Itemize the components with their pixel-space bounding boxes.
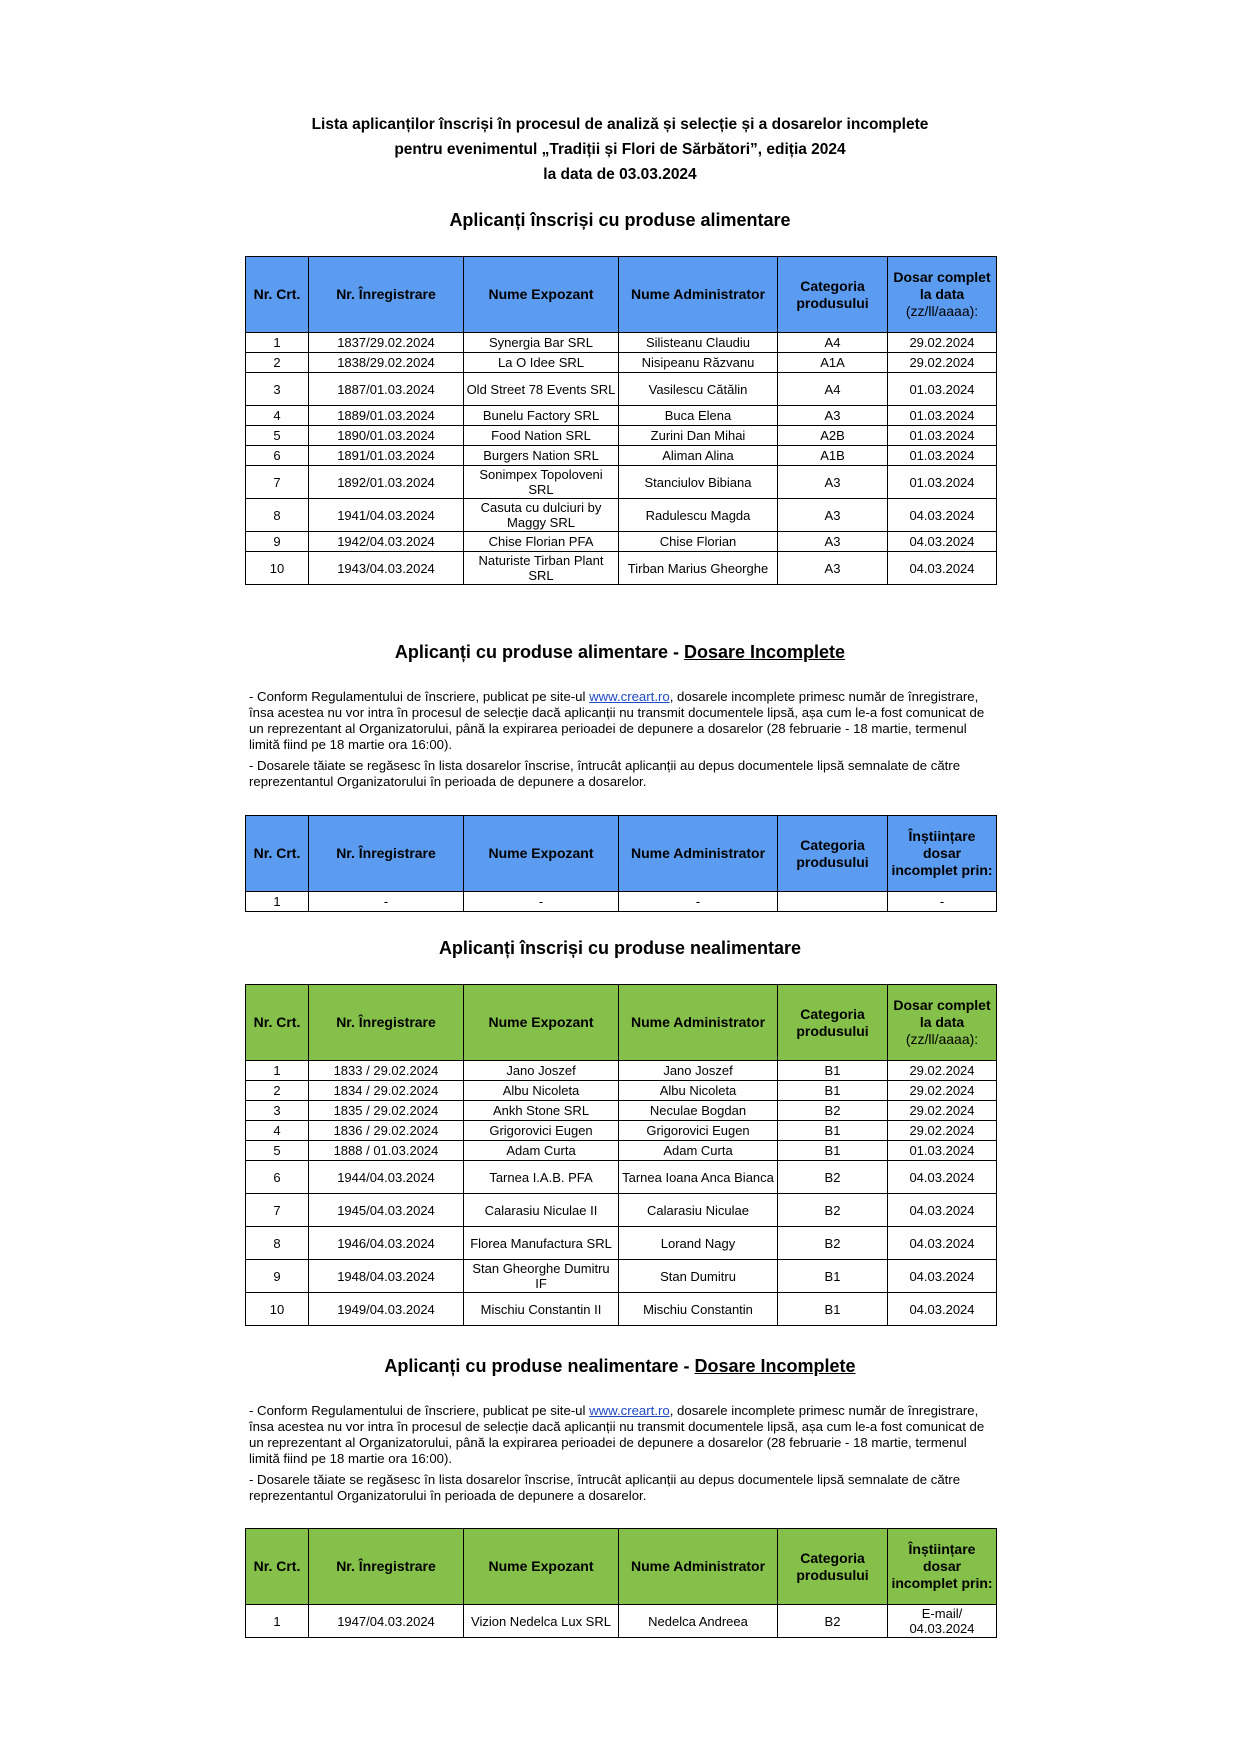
cell-categoria: B2 — [778, 1101, 888, 1121]
table-header-row — [246, 1529, 997, 1605]
table-row — [246, 1605, 997, 1638]
cell-nr-crt: 8 — [246, 499, 309, 532]
cell-nr-crt: 2 — [246, 353, 309, 373]
col-categoria: Categoria produsului — [778, 816, 888, 892]
cell-nr-inregistrare: 1834 / 29.02.2024 — [309, 1081, 464, 1101]
cell-nume-expozant: Synergia Bar SRL — [464, 333, 619, 353]
table-row — [246, 499, 997, 532]
col-nume-expozant: Nume Expozant — [464, 1529, 619, 1605]
table-header-row — [246, 257, 997, 333]
cell-dosar-complet: 04.03.2024 — [888, 499, 997, 532]
cell-nume-expozant: Grigorovici Eugen — [464, 1121, 619, 1141]
cell-dosar-complet: 04.03.2024 — [888, 1260, 997, 1293]
creart-link[interactable]: www.creart.ro — [589, 1403, 670, 1418]
cell-instiintare: E-mail/ 04.03.2024 — [888, 1605, 997, 1638]
cell-nr-inregistrare: 1946/04.03.2024 — [309, 1227, 464, 1260]
cell-nr-crt: 4 — [246, 406, 309, 426]
heading-underlined: Dosare Incomplete — [694, 1356, 856, 1376]
table-header-row — [246, 816, 997, 892]
col-nume-administrator: Nume Administrator — [619, 1529, 778, 1605]
cell-categoria: B2 — [778, 1227, 888, 1260]
cell-nr-crt: 1 — [246, 892, 309, 912]
col-nr-inregistrare: Nr. Înregistrare — [309, 1529, 464, 1605]
col-nume-expozant: Nume Expozant — [464, 257, 619, 333]
cell-nr-crt: 7 — [246, 466, 309, 499]
cell-nr-crt: 6 — [246, 446, 309, 466]
document-title — [0, 112, 1240, 187]
table-row — [246, 1081, 997, 1101]
cell-nr-inregistrare: 1838/29.02.2024 — [309, 353, 464, 373]
col-nr-crt: Nr. Crt. — [246, 1529, 309, 1605]
cell-nr-inregistrare: 1887/01.03.2024 — [309, 373, 464, 406]
cell-nume-expozant: Food Nation SRL — [464, 426, 619, 446]
cell-nr-inregistrare: 1835 / 29.02.2024 — [309, 1101, 464, 1121]
col-categoria: Categoria produsului — [778, 1529, 888, 1605]
table-body — [246, 892, 997, 912]
cell-categoria: A3 — [778, 466, 888, 499]
cell-dosar-complet: 04.03.2024 — [888, 1161, 997, 1194]
cell-nume-administrator: Buca Elena — [619, 406, 778, 426]
table-row — [246, 373, 997, 406]
cell-nr-inregistrare: 1943/04.03.2024 — [309, 552, 464, 585]
cell-dosar-complet: 01.03.2024 — [888, 1141, 997, 1161]
heading-prefix: Aplicanți cu produse alimentare - — [394, 642, 684, 662]
col-dosar-complet-label: Dosar complet la data — [893, 997, 991, 1030]
note-1 — [249, 1403, 991, 1467]
col-nr-crt: Nr. Crt. — [246, 257, 309, 333]
cell-categoria — [778, 892, 888, 912]
cell-nume-expozant: Bunelu Factory SRL — [464, 406, 619, 426]
table-row — [246, 1121, 997, 1141]
cell-nr-crt: 1 — [246, 333, 309, 353]
cell-nr-crt: 3 — [246, 373, 309, 406]
table-row — [246, 1227, 997, 1260]
col-nume-administrator: Nume Administrator — [619, 985, 778, 1061]
cell-nume-administrator: Grigorovici Eugen — [619, 1121, 778, 1141]
cell-dosar-complet: 04.03.2024 — [888, 1227, 997, 1260]
cell-categoria: A3 — [778, 406, 888, 426]
table-row — [246, 426, 997, 446]
note-1-text-a: - Conform Regulamentului de înscriere, publicat pe site-ul — [249, 1403, 590, 1418]
note-2: - Dosarele tăiate se regăsesc în lista dosarelor înscrise, întrucât aplicanții au depus documentele lipsă semnalate de către reprezentantul Organizatorului în perioada de depunere a dosarelor. — [249, 1472, 961, 1503]
cell-nume-expozant: Vizion Nedelca Lux SRL — [464, 1605, 619, 1638]
table-row — [246, 466, 997, 499]
cell-nr-inregistrare: 1833 / 29.02.2024 — [309, 1061, 464, 1081]
cell-nr-crt: 10 — [246, 1293, 309, 1326]
table-row — [246, 1161, 997, 1194]
cell-nume-administrator: Mischiu Constantin — [619, 1293, 778, 1326]
col-nume-expozant: Nume Expozant — [464, 816, 619, 892]
col-categoria: Categoria produsului — [778, 257, 888, 333]
table-row — [246, 1061, 997, 1081]
cell-nr-inregistrare: 1942/04.03.2024 — [309, 532, 464, 552]
cell-nume-expozant: Florea Manufactura SRL — [464, 1227, 619, 1260]
cell-nr-crt: 5 — [246, 1141, 309, 1161]
cell-categoria: B1 — [778, 1141, 888, 1161]
cell-categoria: A3 — [778, 499, 888, 532]
cell-nr-inregistrare: 1944/04.03.2024 — [309, 1161, 464, 1194]
cell-nr-crt: 6 — [246, 1161, 309, 1194]
table-row — [246, 1293, 997, 1326]
cell-categoria: B2 — [778, 1194, 888, 1227]
cell-nume-expozant: Sonimpex Topoloveni SRL — [464, 466, 619, 499]
cell-categoria: B1 — [778, 1081, 888, 1101]
cell-nume-administrator: Jano Joszef — [619, 1061, 778, 1081]
table-row — [246, 532, 997, 552]
cell-nume-expozant: Casuta cu dulciuri by Maggy SRL — [464, 499, 619, 532]
cell-nume-administrator: Nedelca Andreea — [619, 1605, 778, 1638]
cell-dosar-complet: 29.02.2024 — [888, 353, 997, 373]
cell-nr-inregistrare: 1890/01.03.2024 — [309, 426, 464, 446]
cell-nume-administrator: - — [619, 892, 778, 912]
cell-nr-crt: 1 — [246, 1061, 309, 1081]
cell-dosar-complet: 01.03.2024 — [888, 466, 997, 499]
cell-nr-crt: 9 — [246, 532, 309, 552]
table-nealimentare-incomplete — [245, 1528, 997, 1638]
note-1 — [249, 689, 991, 753]
table-row — [246, 406, 997, 426]
cell-categoria: B1 — [778, 1260, 888, 1293]
table-row — [246, 446, 997, 466]
cell-nr-crt: 3 — [246, 1101, 309, 1121]
cell-nume-administrator: Tirban Marius Gheorghe — [619, 552, 778, 585]
note-2: - Dosarele tăiate se regăsesc în lista dosarelor înscrise, întrucât aplicanții au depus documentele lipsă semnalate de către reprezentantul Organizatorului în perioada de depunere a dosarelor. — [249, 758, 961, 789]
cell-nr-crt: 1 — [246, 1605, 309, 1638]
cell-nume-expozant: Tarnea I.A.B. PFA — [464, 1161, 619, 1194]
cell-nr-inregistrare: 1836 / 29.02.2024 — [309, 1121, 464, 1141]
cell-nume-administrator: Albu Nicoleta — [619, 1081, 778, 1101]
cell-nume-expozant: La O Idee SRL — [464, 353, 619, 373]
col-dosar-complet — [888, 985, 997, 1061]
table-row — [246, 353, 997, 373]
table-row — [246, 1260, 997, 1293]
cell-dosar-complet: 29.02.2024 — [888, 1101, 997, 1121]
cell-dosar-complet: 29.02.2024 — [888, 1081, 997, 1101]
cell-nume-expozant: Stan Gheorghe Dumitru IF — [464, 1260, 619, 1293]
cell-categoria: B1 — [778, 1121, 888, 1141]
note-1-text-a: - Conform Regulamentului de înscriere, publicat pe site-ul — [249, 689, 590, 704]
cell-nume-expozant: Chise Florian PFA — [464, 532, 619, 552]
creart-link[interactable]: www.creart.ro — [589, 689, 670, 704]
heading-alimentare-incomplete — [0, 642, 1240, 663]
cell-categoria: A2B — [778, 426, 888, 446]
cell-nr-crt: 8 — [246, 1227, 309, 1260]
cell-nr-crt: 2 — [246, 1081, 309, 1101]
table-row — [246, 1141, 997, 1161]
cell-nume-expozant: Ankh Stone SRL — [464, 1101, 619, 1121]
cell-nume-administrator: Chise Florian — [619, 532, 778, 552]
cell-nume-expozant: Old Street 78 Events SRL — [464, 373, 619, 406]
table-row — [246, 892, 997, 912]
cell-nr-inregistrare: 1948/04.03.2024 — [309, 1260, 464, 1293]
table-row — [246, 333, 997, 353]
cell-categoria: B2 — [778, 1605, 888, 1638]
cell-categoria: A1A — [778, 353, 888, 373]
cell-dosar-complet: 01.03.2024 — [888, 446, 997, 466]
table-alimentare — [245, 256, 997, 585]
cell-nume-administrator: Silisteanu Claudiu — [619, 333, 778, 353]
cell-nume-administrator: Radulescu Magda — [619, 499, 778, 532]
cell-nr-crt: 7 — [246, 1194, 309, 1227]
cell-nume-administrator: Zurini Dan Mihai — [619, 426, 778, 446]
note-1-text-b: , dosarele incomplete primesc număr de înregistrare, însa acestea nu vor intra în procesul de selecție dacă aplicanții nu transmit documentele lipsă, așa cum le-a fost comunicat de un reprezentant al Organizatorului, până la expirarea perioadei de depunere a dosarelor (28 februarie - 18 martie, termenul limită fiind pe 18 martie ora 16:00). — [249, 689, 985, 752]
cell-nr-inregistrare: 1837/29.02.2024 — [309, 333, 464, 353]
cell-nume-administrator: Vasilescu Cătălin — [619, 373, 778, 406]
cell-dosar-complet: 01.03.2024 — [888, 426, 997, 446]
title-line-3: la data de 03.03.2024 — [543, 166, 697, 183]
title-line-2: pentru evenimentul „Tradiții și Flori de Sărbători”, ediția 2024 — [394, 141, 846, 158]
cell-nume-administrator: Stanciulov Bibiana — [619, 466, 778, 499]
cell-dosar-complet: 01.03.2024 — [888, 373, 997, 406]
cell-nr-inregistrare: 1947/04.03.2024 — [309, 1605, 464, 1638]
title-line-1: Lista aplicanților înscriși în procesul de analiză și selecție și a dosarelor incomplete — [311, 116, 929, 133]
col-dosar-format: (zz/ll/aaaa): — [905, 303, 979, 319]
cell-nume-expozant: Jano Joszef — [464, 1061, 619, 1081]
cell-dosar-complet: 04.03.2024 — [888, 1293, 997, 1326]
cell-nume-expozant: Naturiste Tirban Plant SRL — [464, 552, 619, 585]
cell-categoria: A4 — [778, 373, 888, 406]
col-instiintare: Înștiințare dosar incomplet prin: — [888, 816, 997, 892]
col-instiintare: Înștiințare dosar incomplet prin: — [888, 1529, 997, 1605]
table-body — [246, 1061, 997, 1326]
heading-underlined: Dosare Incomplete — [684, 642, 846, 662]
cell-instiintare: - — [888, 892, 997, 912]
notes-nealimentare — [249, 1403, 991, 1509]
cell-categoria: B2 — [778, 1161, 888, 1194]
cell-categoria: B1 — [778, 1061, 888, 1081]
col-nr-crt: Nr. Crt. — [246, 985, 309, 1061]
cell-nume-expozant: - — [464, 892, 619, 912]
table-row — [246, 552, 997, 585]
cell-nr-crt: 5 — [246, 426, 309, 446]
cell-dosar-complet: 01.03.2024 — [888, 406, 997, 426]
cell-nr-inregistrare: 1945/04.03.2024 — [309, 1194, 464, 1227]
col-nr-inregistrare: Nr. Înregistrare — [309, 257, 464, 333]
cell-nr-inregistrare: 1949/04.03.2024 — [309, 1293, 464, 1326]
cell-nume-expozant: Calarasiu Niculae II — [464, 1194, 619, 1227]
cell-categoria: A1B — [778, 446, 888, 466]
col-nr-inregistrare: Nr. Înregistrare — [309, 816, 464, 892]
cell-nume-administrator: Tarnea Ioana Anca Bianca — [619, 1161, 778, 1194]
col-nume-expozant: Nume Expozant — [464, 985, 619, 1061]
col-dosar-complet-label: Dosar complet la data — [893, 269, 991, 302]
col-categoria: Categoria produsului — [778, 985, 888, 1061]
cell-nume-expozant: Adam Curta — [464, 1141, 619, 1161]
cell-nume-administrator: Lorand Nagy — [619, 1227, 778, 1260]
cell-nr-crt: 4 — [246, 1121, 309, 1141]
cell-dosar-complet: 04.03.2024 — [888, 1194, 997, 1227]
cell-nr-inregistrare: 1892/01.03.2024 — [309, 466, 464, 499]
cell-categoria: A3 — [778, 552, 888, 585]
col-nume-administrator: Nume Administrator — [619, 816, 778, 892]
cell-nume-administrator: Nisipeanu Răzvanu — [619, 353, 778, 373]
heading-nealimentare-incomplete — [0, 1356, 1240, 1377]
cell-nr-inregistrare: 1889/01.03.2024 — [309, 406, 464, 426]
cell-nr-inregistrare: 1891/01.03.2024 — [309, 446, 464, 466]
col-nr-inregistrare: Nr. Înregistrare — [309, 985, 464, 1061]
cell-dosar-complet: 29.02.2024 — [888, 333, 997, 353]
table-body — [246, 333, 997, 585]
cell-nr-inregistrare: - — [309, 892, 464, 912]
col-dosar-format: (zz/ll/aaaa): — [905, 1031, 979, 1047]
cell-nume-administrator: Adam Curta — [619, 1141, 778, 1161]
heading-nealimentare: Aplicanți înscriși cu produse nealimentare — [438, 938, 802, 958]
cell-nume-administrator: Neculae Bogdan — [619, 1101, 778, 1121]
cell-dosar-complet: 04.03.2024 — [888, 532, 997, 552]
cell-dosar-complet: 04.03.2024 — [888, 552, 997, 585]
cell-dosar-complet: 29.02.2024 — [888, 1061, 997, 1081]
cell-nr-inregistrare: 1888 / 01.03.2024 — [309, 1141, 464, 1161]
cell-nume-expozant: Mischiu Constantin II — [464, 1293, 619, 1326]
col-nr-crt: Nr. Crt. — [246, 816, 309, 892]
col-nume-administrator: Nume Administrator — [619, 257, 778, 333]
table-header-row — [246, 985, 997, 1061]
cell-nume-administrator: Calarasiu Niculae — [619, 1194, 778, 1227]
table-row — [246, 1194, 997, 1227]
table-nealimentare — [245, 984, 997, 1326]
note-1-text-b: , dosarele incomplete primesc număr de înregistrare, însa acestea nu vor intra în procesul de selecție dacă aplicanții nu transmit documentele lipsă, așa cum le-a fost comunicat de un reprezentant al Organizatorului, până la expirarea perioadei de depunere a dosarelor (28 februarie - 18 martie, termenul limită fiind pe 18 martie ora 16:00). — [249, 1403, 985, 1466]
col-dosar-complet — [888, 257, 997, 333]
table-row — [246, 1101, 997, 1121]
cell-nr-crt: 9 — [246, 1260, 309, 1293]
table-alimentare-incomplete — [245, 815, 997, 912]
cell-nr-crt: 10 — [246, 552, 309, 585]
cell-dosar-complet: 29.02.2024 — [888, 1121, 997, 1141]
cell-nume-expozant: Burgers Nation SRL — [464, 446, 619, 466]
table-body — [246, 1605, 997, 1638]
heading-alimentare: Aplicanți înscriși cu produse alimentare — [449, 210, 791, 230]
cell-categoria: B1 — [778, 1293, 888, 1326]
cell-categoria: A3 — [778, 532, 888, 552]
cell-nume-expozant: Albu Nicoleta — [464, 1081, 619, 1101]
cell-nume-administrator: Stan Dumitru — [619, 1260, 778, 1293]
cell-nume-administrator: Aliman Alina — [619, 446, 778, 466]
heading-prefix: Aplicanți cu produse nealimentare - — [384, 1356, 695, 1376]
cell-nr-inregistrare: 1941/04.03.2024 — [309, 499, 464, 532]
cell-categoria: A4 — [778, 333, 888, 353]
notes-alimentare — [249, 689, 991, 795]
